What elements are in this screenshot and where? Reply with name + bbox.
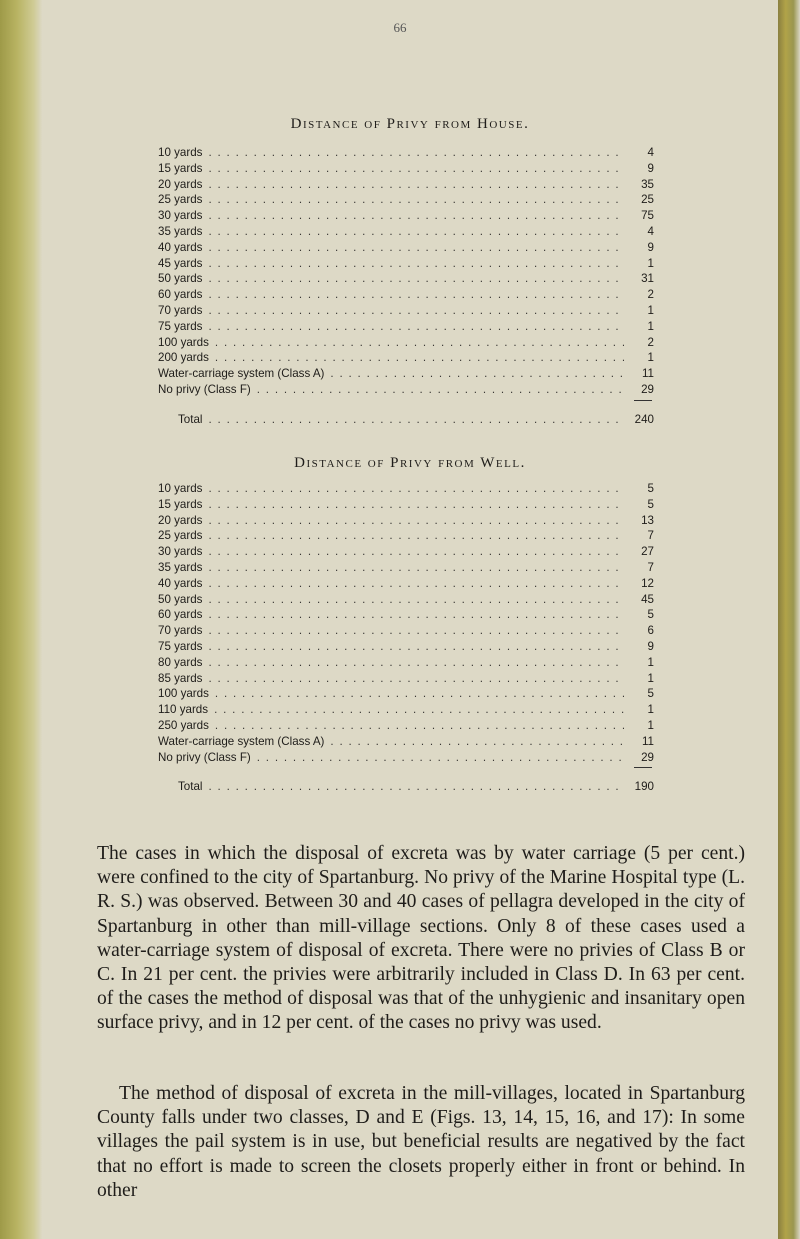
scan-left-margin bbox=[0, 0, 42, 1239]
row-label: Water-carriage system (Class A) bbox=[158, 367, 325, 381]
dot-leader bbox=[208, 655, 624, 671]
total-value: 190 bbox=[634, 780, 654, 794]
row-value: 5 bbox=[647, 482, 654, 495]
table-row bbox=[158, 224, 654, 240]
table-row bbox=[158, 576, 654, 592]
row-label: 10 yards bbox=[158, 482, 203, 495]
row-value: 31 bbox=[641, 272, 654, 286]
dot-leader bbox=[215, 686, 624, 702]
dot-leader bbox=[208, 208, 624, 224]
row-value: 1 bbox=[647, 655, 654, 669]
row-label: 70 yards bbox=[158, 303, 203, 317]
table-row bbox=[158, 319, 654, 335]
dot-leader bbox=[208, 271, 624, 287]
row-label: 15 yards bbox=[158, 161, 203, 175]
table-row bbox=[158, 513, 654, 529]
row-label: 250 yards bbox=[158, 718, 209, 732]
dot-leader bbox=[208, 528, 624, 544]
table-row bbox=[158, 607, 654, 623]
row-label: 10 yards bbox=[158, 146, 203, 159]
table-row bbox=[158, 350, 654, 366]
dot-leader bbox=[330, 734, 624, 750]
dot-leader bbox=[215, 718, 624, 734]
row-value: 29 bbox=[641, 382, 654, 396]
row-label: 20 yards bbox=[158, 513, 203, 527]
table-row bbox=[158, 497, 654, 513]
dot-leader bbox=[208, 256, 624, 272]
row-value: 45 bbox=[641, 592, 654, 606]
table-row bbox=[158, 750, 654, 766]
table-row bbox=[158, 303, 654, 319]
dot-leader bbox=[208, 177, 624, 193]
table-row bbox=[158, 544, 654, 560]
dot-leader bbox=[208, 145, 624, 161]
dot-leader bbox=[257, 750, 624, 766]
row-value: 12 bbox=[641, 576, 654, 590]
total-label: Total bbox=[178, 780, 203, 794]
dot-leader bbox=[208, 671, 624, 687]
table-row bbox=[158, 287, 654, 303]
table-row bbox=[158, 177, 654, 193]
table-row bbox=[158, 686, 654, 702]
privy-house-table bbox=[158, 145, 654, 428]
table-row bbox=[158, 382, 654, 398]
row-value: 5 bbox=[647, 497, 654, 511]
row-label: 25 yards bbox=[158, 193, 203, 207]
row-label: 40 yards bbox=[158, 240, 203, 254]
row-label: 25 yards bbox=[158, 529, 203, 543]
table-row bbox=[158, 271, 654, 287]
table-row bbox=[158, 335, 654, 351]
total-value: 240 bbox=[634, 412, 654, 426]
row-value: 1 bbox=[647, 303, 654, 317]
row-label: 75 yards bbox=[158, 319, 203, 333]
row-label: 200 yards bbox=[158, 351, 209, 365]
row-label: 100 yards bbox=[158, 335, 209, 349]
row-value: 9 bbox=[647, 161, 654, 175]
row-value: 29 bbox=[641, 750, 654, 764]
dot-leader bbox=[209, 779, 625, 795]
dot-leader bbox=[208, 497, 624, 513]
row-label: 40 yards bbox=[158, 576, 203, 590]
table-row bbox=[158, 256, 654, 272]
dot-leader bbox=[208, 161, 624, 177]
dot-leader bbox=[215, 350, 624, 366]
row-value: 5 bbox=[647, 608, 654, 622]
dot-leader bbox=[208, 576, 624, 592]
row-value: 9 bbox=[647, 240, 654, 254]
table-row bbox=[158, 560, 654, 576]
row-label: Water-carriage system (Class A) bbox=[158, 734, 325, 748]
dot-leader bbox=[208, 560, 624, 576]
row-label: 60 yards bbox=[158, 608, 203, 622]
table-row bbox=[158, 366, 654, 382]
table-row bbox=[158, 592, 654, 608]
row-label: 100 yards bbox=[158, 687, 209, 701]
table-row bbox=[158, 718, 654, 734]
row-value: 2 bbox=[647, 288, 654, 302]
row-value: 5 bbox=[647, 687, 654, 701]
row-label: 35 yards bbox=[158, 224, 203, 238]
row-label: 15 yards bbox=[158, 497, 203, 511]
row-value: 6 bbox=[647, 624, 654, 638]
row-value: 7 bbox=[647, 529, 654, 543]
row-value: 11 bbox=[641, 734, 654, 748]
scan-right-edge bbox=[778, 0, 800, 1239]
row-value: 75 bbox=[641, 209, 654, 223]
total-row bbox=[158, 779, 654, 795]
dot-leader bbox=[208, 592, 624, 608]
dot-leader bbox=[208, 513, 624, 529]
row-value: 35 bbox=[641, 177, 654, 191]
row-value: 1 bbox=[647, 671, 654, 685]
table-row bbox=[158, 623, 654, 639]
privy-well-table bbox=[158, 481, 654, 795]
row-label: 20 yards bbox=[158, 177, 203, 191]
dot-leader bbox=[209, 412, 625, 428]
row-value: 11 bbox=[641, 367, 654, 381]
table-row bbox=[158, 145, 654, 161]
row-value: 1 bbox=[647, 718, 654, 732]
row-label: 80 yards bbox=[158, 655, 203, 669]
row-value: 4 bbox=[647, 146, 654, 159]
table-row bbox=[158, 481, 654, 497]
row-value: 1 bbox=[647, 351, 654, 365]
row-value: 1 bbox=[647, 256, 654, 270]
table-row bbox=[158, 655, 654, 671]
row-value: 27 bbox=[641, 545, 654, 559]
body-paragraph-1: The cases in which the disposal of excreta was by water carriage (5 per cent.) were confined to the city of Spartanburg. No privy of the Marine Hospital type (L. R. S.) was observed. Between 30 and 40 cases of pellagra developed in the city of Spartanburg in other than mill-village sections. Only 8 of these cases used a water-carriage system of disposal of excreta. There were no privies of Class B or C. In 21 per cent. the privies were arbitrarily included in Class D. In 63 per cent. of the cases the method of disposal was that of the unhygienic and insanitary open surface privy, and in 12 per cent. of the cases no privy was used. bbox=[97, 843, 745, 1034]
row-label: 30 yards bbox=[158, 209, 203, 223]
row-label: 70 yards bbox=[158, 624, 203, 638]
row-label: 50 yards bbox=[158, 592, 203, 606]
dot-leader bbox=[208, 224, 624, 240]
table-row bbox=[158, 528, 654, 544]
dot-leader bbox=[208, 481, 624, 497]
table-row bbox=[158, 639, 654, 655]
table-row bbox=[158, 161, 654, 177]
row-label: 35 yards bbox=[158, 560, 203, 574]
row-value: 7 bbox=[647, 560, 654, 574]
dot-leader bbox=[208, 192, 624, 208]
table-row bbox=[158, 702, 654, 718]
dot-leader bbox=[208, 303, 624, 319]
table1-title: Distance of Privy from House. bbox=[290, 116, 530, 132]
row-label: 60 yards bbox=[158, 288, 203, 302]
table-row bbox=[158, 240, 654, 256]
page-number: 66 bbox=[393, 20, 407, 35]
row-label: No privy (Class F) bbox=[158, 750, 251, 764]
total-row bbox=[158, 412, 654, 428]
row-value: 1 bbox=[647, 319, 654, 333]
row-label: 75 yards bbox=[158, 639, 203, 653]
dot-leader bbox=[208, 319, 624, 335]
dot-leader bbox=[208, 623, 624, 639]
table-row bbox=[158, 671, 654, 687]
table-row bbox=[158, 734, 654, 750]
dot-leader bbox=[214, 702, 624, 718]
row-value: 1 bbox=[647, 703, 654, 717]
table-row bbox=[158, 208, 654, 224]
dot-leader bbox=[208, 607, 624, 623]
row-value: 2 bbox=[647, 335, 654, 349]
total-rule bbox=[158, 398, 654, 404]
table2-title: Distance of Privy from Well. bbox=[294, 455, 526, 471]
dot-leader bbox=[208, 544, 624, 560]
dot-leader bbox=[208, 287, 624, 303]
row-label: 45 yards bbox=[158, 256, 203, 270]
dot-leader bbox=[330, 366, 624, 382]
dot-leader bbox=[215, 335, 624, 351]
table-row bbox=[158, 192, 654, 208]
row-value: 13 bbox=[641, 513, 654, 527]
row-label: No privy (Class F) bbox=[158, 382, 251, 396]
dot-leader bbox=[208, 240, 624, 256]
total-label: Total bbox=[178, 412, 203, 426]
total-rule bbox=[158, 765, 654, 771]
row-value: 25 bbox=[641, 193, 654, 207]
row-value: 4 bbox=[647, 224, 654, 238]
dot-leader bbox=[257, 382, 624, 398]
row-label: 85 yards bbox=[158, 671, 203, 685]
row-label: 110 yards bbox=[158, 703, 209, 717]
row-value: 9 bbox=[647, 639, 654, 653]
body-paragraph-2: The method of disposal of excreta in the mill-villages, located in Spartanburg County falls under two classes, D and E (Figs. 13, 14, 15, 16, and 17): In some villages the pail system is in use, but beneficial results are negatived by the fact that no effort is made to screen the closets properly either in front or behind. In other bbox=[97, 1083, 745, 1201]
dot-leader bbox=[208, 639, 624, 655]
row-label: 30 yards bbox=[158, 545, 203, 559]
row-label: 50 yards bbox=[158, 272, 203, 286]
